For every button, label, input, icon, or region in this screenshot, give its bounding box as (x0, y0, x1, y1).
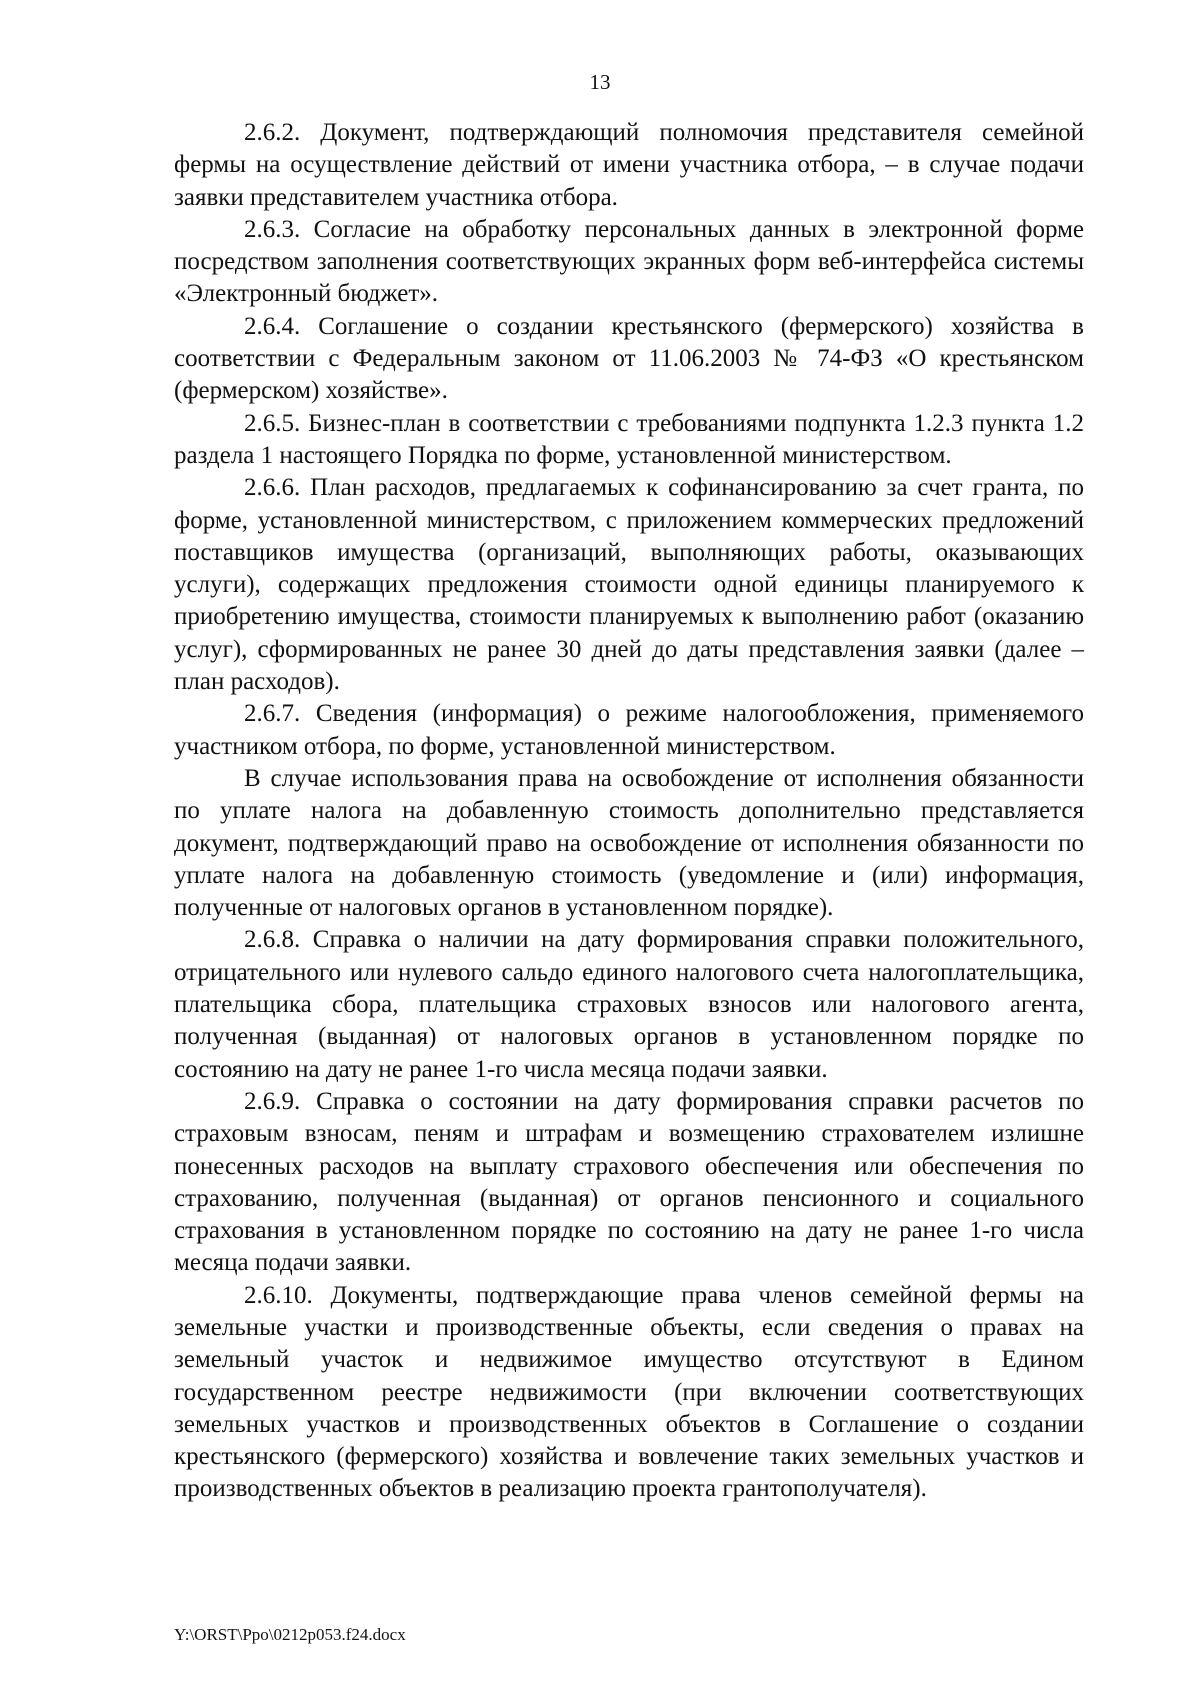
paragraph-2-6-9: 2.6.9. Справка о состоянии на дату формирования справки расчетов по страховым взносам, пеням и штрафам и возмещению страхователем излишне понесенных расходов на выплату страхового обеспечения или обеспечения по страхованию, полученная (выданная) от органов пенсионного и социального страхования в установленном порядке по состоянию на дату не ранее 1-го числа месяца подачи заявки. (174, 1087, 1084, 1277)
paragraph-2-6-5: 2.6.5. Бизнес-план в соответствии с требованиями подпункта 1.2.3 пункта 1.2 раздела 1 настоящего Порядка по форме, установленной министерством. (174, 409, 1084, 469)
paragraph-2-6-8: 2.6.8. Справка о наличии на дату формирования справки положительного, отрицательного или нулевого сальдо единого налогового счета налогоплательщика, плательщика сбора, плательщика страховых взносов или налогового агента, полученная (выданная) от налоговых органов в установленном порядке по состоянию на дату не ранее 1-го числа месяца подачи заявки. (174, 926, 1084, 1083)
paragraph-2-6-10: 2.6.10. Документы, подтверждающие права членов семейной фермы на земельные участки и производственные объекты, если сведения о правах на земельный участок и недвижимое имущество отсутствуют в Едином государственном реестре недвижимости (при включении соответствующих земельных участков и производственных объектов в Соглашение о создании крестьянского (фермерского) хозяйства и вовлечение таких земельных участков и производственных объектов в реализацию проекта грантополучателя). (174, 1281, 1084, 1503)
document-body (174, 117, 1084, 1506)
paragraph-2-6-6: 2.6.6. План расходов, предлагаемых к софинансированию за счет гранта, по форме, установленной министерством, с приложением коммерческих предложений поставщиков имущества (организаций, выполняющих работы, оказывающих услуги), содержащих предложения стоимости одной единицы планируемого к приобретению имущества, стоимости планируемых к выполнению работ (оказанию услуг), сформированных не ранее 30 дней до даты представления заявки (далее – план расходов). (174, 474, 1084, 696)
paragraph-2-6-3: 2.6.3. Согласие на обработку персональных данных в электронной форме посредством заполнения соответствующих экранных форм веб-интерфейса системы «Электронный бюджет». (174, 215, 1084, 308)
paragraph-2-6-7: 2.6.7. Сведения (информация) о режиме налогообложения, применяемого участником отбора, по форме, установленной министерством. (174, 700, 1084, 760)
paragraph-2-6-2: 2.6.2. Документ, подтверждающий полномочия представителя семейной фермы на осуществление действий от имени участника отбора, – в случае подачи заявки представителем участника отбора. (174, 119, 1084, 211)
paragraph-2-6-4: 2.6.4. Соглашение о создании крестьянского (фермерского) хозяйства в соответствии с Федеральным законом от 11.06.2003 № 74-ФЗ «О крестьянском (фермерском) хозяйстве». (174, 312, 1084, 405)
page-number: 13 (589, 70, 611, 94)
footer-file-path: Y:\ORST\Ppo\0212p053.f24.docx (174, 1625, 406, 1644)
paragraph-vat-exemption: В случае использования права на освобождение от исполнения обязанности по уплате налога на добавленную стоимость дополнительно представляется документ, подтверждающий право на освобождение от исполнения обязанности по уплате налога на добавленную стоимость (уведомление и (или) информация, полученные от налоговых органов в установленном порядке). (174, 764, 1084, 922)
